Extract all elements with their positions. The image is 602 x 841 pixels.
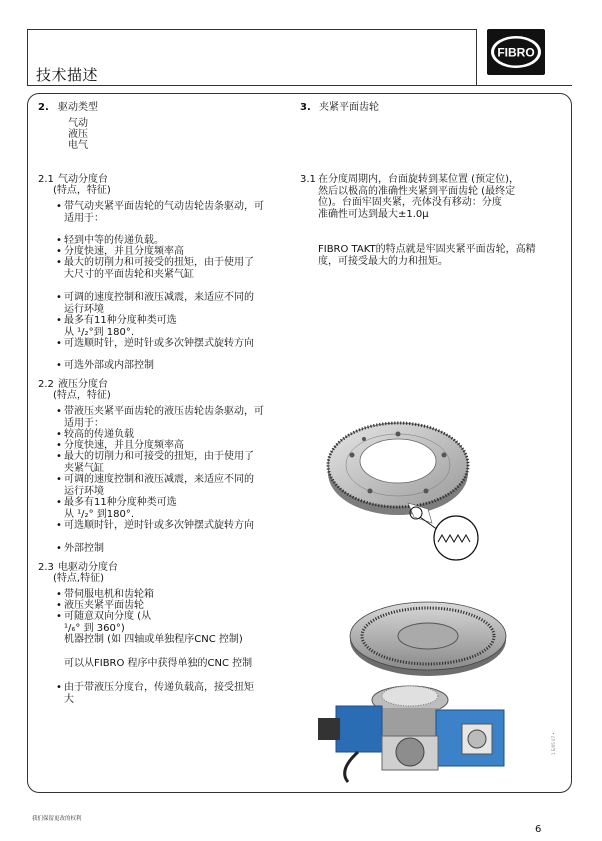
- section-3-title: 夹紧平面齿轮: [319, 102, 379, 113]
- section-3-1-number: 3.1: [300, 174, 316, 185]
- bullet-2-1-8: • 可选外部或内部控制: [64, 360, 154, 372]
- section-2-2-subtitle: (特点，特征): [53, 390, 111, 401]
- bullet-2-1-7: • 可选顺时针，逆时针或多次钟摆式旋转方向: [64, 338, 254, 350]
- fibro-takt-paragraph: FIBRO TAKT的特点就是牢固夹紧平面齿轮，高精 度，可接受最大的力和扭矩。: [318, 244, 536, 267]
- face-gear-illustration: [320, 405, 500, 575]
- page-number: 6: [535, 824, 542, 835]
- section-2-1-number: 2.1: [38, 174, 54, 185]
- section-2-2-title: 液压分度台: [58, 379, 108, 390]
- bullet-2-2-6: • 最多有11种分度种类可选 从 ¹/₂° 到180°.: [64, 497, 177, 520]
- header-rule: [27, 85, 572, 86]
- section-2-3-subtitle: (特点,特征): [53, 573, 104, 584]
- section-2-3-number: 2.3: [38, 562, 54, 573]
- logo-text: FIBRO: [497, 45, 535, 60]
- section-2-title: 驱动类型: [58, 102, 98, 113]
- section-2-1-title: 气动分度台: [58, 174, 108, 185]
- bullet-2-3-1: • 带伺服电机和齿轮箱: [64, 589, 154, 601]
- fibro-logo: [487, 29, 545, 75]
- bullet-2-1-1: • 带气动夹紧平面齿轮的气动齿轮齿条驱动，可 适用于：: [64, 201, 264, 224]
- indexing-table-photo: [318, 598, 508, 783]
- bullet-2-1-4: • 最大的切削力和可接受的扭矩，由于使用了 大尺寸的平面齿轮和夹紧气缸: [64, 257, 254, 280]
- bullet-2-3-2: • 液压夹紧平面齿轮: [64, 600, 144, 612]
- drive-type-electric: 电气: [68, 140, 88, 151]
- section-2-number: 2.: [38, 102, 49, 113]
- drive-type-hydraulic: 液压: [68, 129, 88, 140]
- bullet-2-1-3: • 分度快速，并且分度频率高: [64, 246, 184, 258]
- bullet-2-3-4: • 由于带液压分度台，传递负载高，接受扭矩 大: [64, 682, 254, 705]
- drive-type-pneumatic: 气动: [68, 118, 88, 129]
- bullet-2-2-5: • 可调的速度控制和液压减震，来适应不同的 运行环境: [64, 474, 254, 497]
- footer-rights: 我们保留更改的权利: [32, 816, 82, 822]
- bullet-2-1-6: • 最多有11种分度种类可选 从 ¹/₂°到 180°.: [64, 315, 177, 338]
- section-3-number: 3.: [300, 102, 311, 113]
- section-3-1-text: 在分度周期内，台面旋转到某位置 (预定位)， 然后以极高的准确性夹紧到平面齿轮 (最终定 位)。台面牢固夹紧，壳体没有移动：分度 准确性可达到最大±1.0µ: [318, 174, 519, 220]
- bullet-2-2-8: • 外部控制: [64, 543, 104, 555]
- cnc-note: 可以从FIBRO 程序中获得单独的CNC 控制: [64, 658, 253, 669]
- bullet-2-2-3: • 分度快速，并且分度频率高: [64, 440, 184, 452]
- bullet-2-1-2: • 轻到中等的传递负载。: [64, 235, 164, 247]
- bullet-2-3-3: • 可随意双向分度 (从 ¹/₆° 到 360°) 机器控制 (如 四轴或单独程序CNC 控制): [64, 611, 243, 646]
- side-code: 1 E/05 07 •: [551, 732, 556, 755]
- bullet-2-2-2: • 较高的传递负载: [64, 429, 134, 441]
- bullet-2-2-1: • 带液压夹紧平面齿轮的液压齿轮齿条驱动，可 适用于：: [64, 406, 264, 429]
- section-2-2-number: 2.2: [38, 379, 54, 390]
- page-title: 技术描述: [36, 66, 99, 84]
- section-2-3-title: 电驱动分度台: [58, 562, 118, 573]
- section-2-1-subtitle: (特点，特征): [53, 185, 111, 196]
- bullet-2-1-5: • 可调的速度控制和液压减震，来适应不同的 运行环境: [64, 292, 254, 315]
- bullet-2-2-4: • 最大的切削力和可接受的扭矩，由于使用了 夹紧气缸: [64, 451, 254, 474]
- bullet-2-2-7: • 可选顺时针，逆时针或多次钟摆式旋转方向: [64, 520, 254, 532]
